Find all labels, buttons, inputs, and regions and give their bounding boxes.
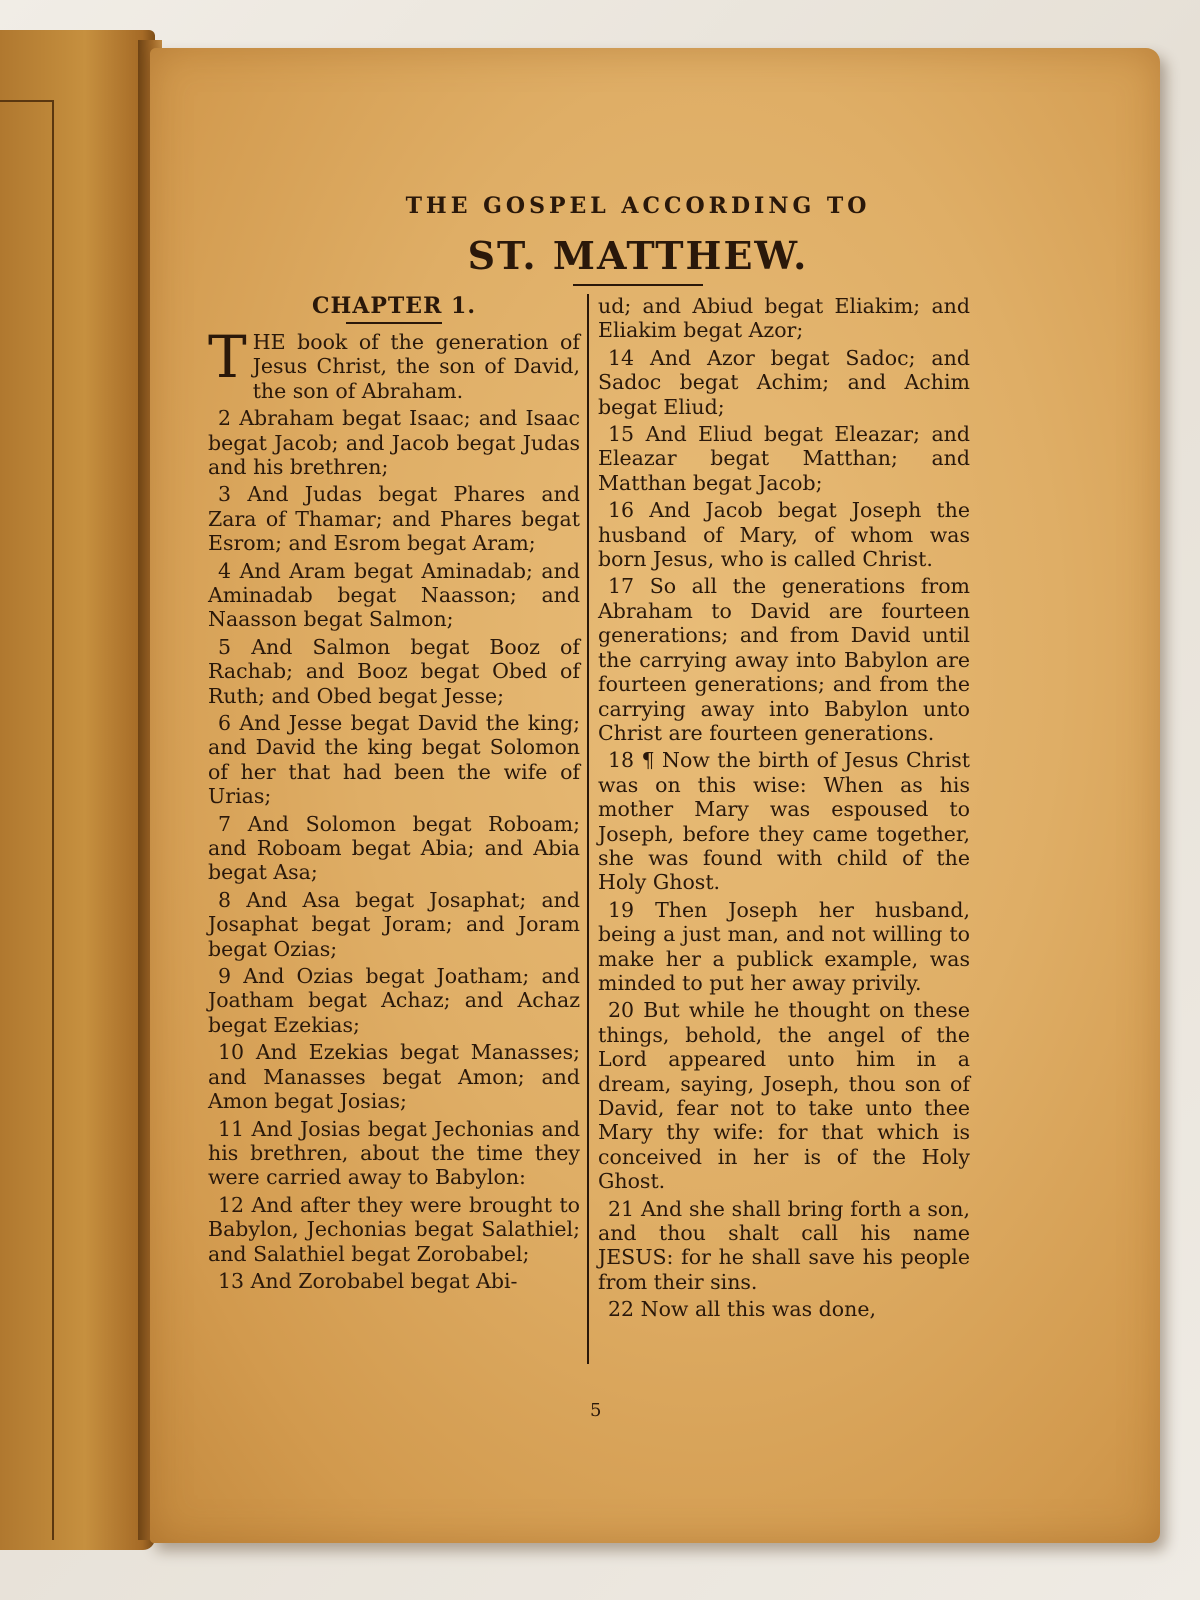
verse-text: And Aram begat Aminadab; and Aminadab begat Naasson; and Naasson begat Salmon; <box>208 558 580 632</box>
verse-text: ¶ Now the birth of Jesus Christ was on this wise: When as his mother Mary was espoused to Joseph, before they came together, she was found with child of the Holy Ghost. <box>598 748 970 895</box>
book-page <box>150 48 1160 1543</box>
verse-number: 22 <box>608 1297 635 1322</box>
facing-page-top-rule <box>0 100 52 102</box>
title-rule <box>573 284 703 286</box>
verse-number: 19 <box>608 897 635 922</box>
verse-text: And she shall bring forth a son, and thou shalt call his name JESUS: for he shall save his people from their sins. <box>598 1196 970 1294</box>
verse-number: 12 <box>218 1192 245 1217</box>
running-head: THE GOSPEL ACCORDING TO <box>405 193 871 219</box>
verse-number: 9 <box>218 964 232 989</box>
verse-3 <box>208 482 580 555</box>
verse-9 <box>208 964 580 1037</box>
verse-number: 21 <box>608 1196 635 1221</box>
verse-text: But while he thought on these things, behold, the angel of the Lord appeared unto him in a dream, saying, Joseph, thou son of David, fear not to take unto thee Mary thy wife: for that which is conceived in her is of the Holy Ghost. <box>598 998 970 1194</box>
verse-text: Now all this was done, <box>640 1297 876 1322</box>
verse-15 <box>598 422 970 495</box>
verse-number: 14 <box>608 345 635 370</box>
verse-number: 16 <box>608 498 635 523</box>
verse-13-continued <box>598 294 970 343</box>
verse-4 <box>208 559 580 632</box>
verse-text: And after they were brought to Babylon, Jechonias begat Salathiel; and Salathiel begat Zorobabel; <box>208 1192 580 1266</box>
verse-text: And Ozias begat Joatham; and Joatham begat Achaz; and Achaz begat Ezekias; <box>208 964 580 1037</box>
verse-number: 4 <box>218 558 232 583</box>
verse-text: Then Joseph her husband, being a just man, and not willing to make her a publick example, was minded to put her away privily. <box>598 897 970 995</box>
verse-number: 13 <box>218 1268 245 1293</box>
verse-number: 8 <box>218 887 232 912</box>
drop-cap: T <box>208 322 247 391</box>
verse-text: And Asa begat Josaphat; and Josaphat begat Joram; and Joram begat Ozias; <box>208 887 580 961</box>
chapter-rule <box>346 322 442 324</box>
verse-19 <box>598 898 970 996</box>
page-text-area <box>208 193 1028 1374</box>
verse-17 <box>598 574 970 745</box>
left-column <box>208 294 580 1296</box>
verse-7 <box>208 812 580 885</box>
verse-10 <box>208 1040 580 1113</box>
verse-number: 18 <box>608 748 635 773</box>
verse-number: 5 <box>218 634 232 659</box>
verse-text: And Solomon begat Roboam; and Roboam begat Abia; and Abia begat Asa; <box>208 811 580 885</box>
right-column <box>598 294 970 1325</box>
verse-11 <box>208 1117 580 1190</box>
verse-22 <box>598 1297 970 1321</box>
verse-number: 20 <box>608 998 635 1023</box>
verse-number: 15 <box>608 422 635 447</box>
verse-2 <box>208 406 580 479</box>
verse-text: And Ezekias begat Manasses; and Manasses begat Amon; and Amon begat Josias; <box>208 1040 580 1114</box>
verse-12 <box>208 1193 580 1266</box>
verse-6 <box>208 711 580 809</box>
verse-number: 11 <box>218 1116 245 1141</box>
verse-text: And Azor begat Sadoc; and Sadoc begat Achim; and Achim begat Eliud; <box>598 345 970 419</box>
book-title: ST. MATTHEW. <box>467 233 809 278</box>
verse-13 <box>208 1269 580 1293</box>
verse-text: And Salmon begat Booz of Rachab; and Booz begat Obed of Ruth; and Obed begat Jesse; <box>208 634 580 708</box>
facing-page-edge <box>0 30 155 1550</box>
verse-14 <box>598 346 970 419</box>
verse-text: And Eliud begat Eleazar; and Eleazar begat Matthan; and Matthan begat Jacob; <box>598 422 970 495</box>
verse-text: So all the generations from Abraham to David are fourteen generations; and from David until the carrying away into Babylon are fourteen generations; and from the carrying away into Babylon unto Christ are fourteen generations. <box>598 574 970 745</box>
verse-16 <box>598 498 970 571</box>
verse-text: And Jacob begat Joseph the husband of Mary, of whom was born Jesus, who is called Christ. <box>598 498 970 572</box>
facing-page-rule <box>52 100 54 1540</box>
verse-number: 2 <box>218 406 232 431</box>
verse-text: And Judas begat Phares and Zara of Thamar; and Phares begat Esrom; and Esrom begat Aram; <box>208 482 580 556</box>
verse-8 <box>208 888 580 961</box>
column-divider <box>587 294 589 1364</box>
verse-text: ud; and Abiud begat Eliakim; and Eliakim begat Azor; <box>598 294 970 343</box>
verse-number: 3 <box>218 482 232 507</box>
verse-5 <box>208 635 580 708</box>
verse-text: And Jesse begat David the king; and David the king begat Solomon of her that had been the wife of Urias; <box>208 711 580 809</box>
verse-number: 17 <box>608 574 635 599</box>
verse-text: Abraham begat Isaac; and Isaac begat Jacob; and Jacob begat Judas and his brethren; <box>208 406 580 479</box>
verse-text: And Josias begat Jechonias and his brethren, about the time they were carried away to Babylon: <box>208 1116 580 1190</box>
verse-1 <box>208 322 580 403</box>
verse-number: 10 <box>218 1040 245 1065</box>
verse-number: 6 <box>218 711 232 735</box>
chapter-heading: CHAPTER 1. <box>312 293 476 319</box>
verse-20 <box>598 998 970 1193</box>
verse-text: And Zorobabel begat Abi- <box>250 1268 518 1293</box>
verse-18 <box>598 748 970 894</box>
text-columns <box>208 294 1028 1374</box>
verse-21 <box>598 1197 970 1295</box>
verse-number: 7 <box>218 811 232 836</box>
verse-text: HE book of the generation of Jesus Christ, the son of David, the son of Abraham. <box>252 329 580 403</box>
page-number: 5 <box>590 1400 602 1421</box>
